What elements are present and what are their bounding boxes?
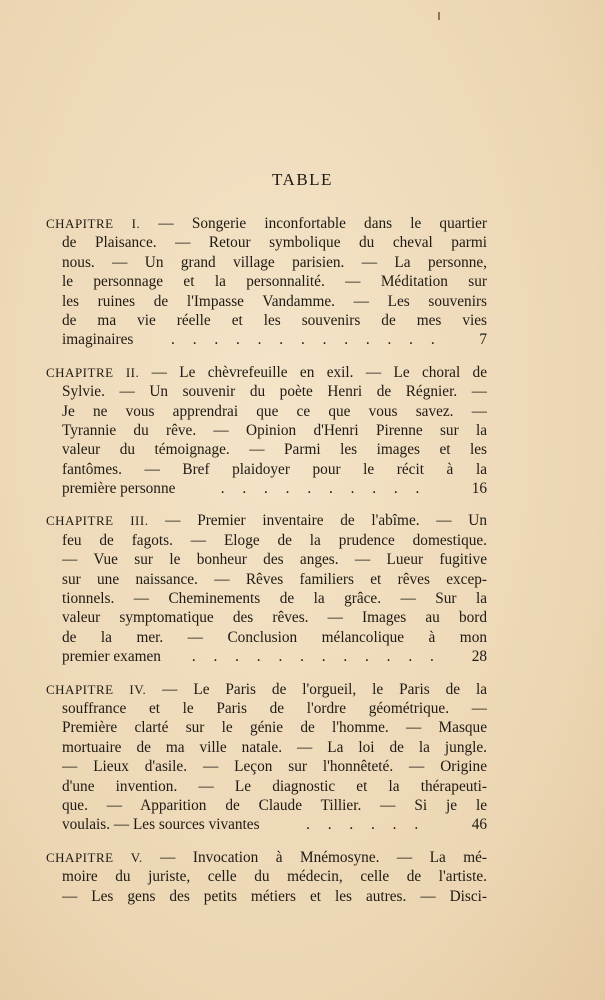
toc-line: de la mer. — Conclusion mélancolique à mon (62, 628, 487, 646)
chapter-label: CHAPITRE II. (46, 364, 140, 380)
toc-line: tionnels. — Cheminements de la grâce. — Sur la (62, 590, 487, 608)
toc-entry-chapter-1 (46, 214, 487, 350)
toc-line (62, 815, 487, 834)
toc-text: — Premier inventaire de l'abîme. — Un (165, 512, 487, 530)
dot-leader: . . . . . . . . . . (220, 480, 427, 498)
chapter-label: CHAPITRE III. (46, 513, 149, 529)
toc-entry-chapter-2 (46, 363, 487, 499)
toc-line: moire du juriste, celle du médecin, celle de l'artiste. (62, 868, 487, 886)
toc-line (46, 511, 487, 530)
toc-entry-chapter-3 (46, 511, 487, 666)
toc-line (62, 647, 487, 666)
toc-line: de ma vie réelle et les souvenirs de mes vies (62, 311, 487, 329)
toc-line: de Plaisance. — Retour symbolique du cheval parmi (62, 234, 487, 252)
toc-text: première personne (62, 480, 176, 498)
toc-text: premier examen (62, 648, 161, 666)
toc-line: le personnage et la personnalité. — Méditation sur (62, 273, 487, 291)
toc-entry-chapter-5 (46, 848, 487, 906)
toc-text: — Le Paris de l'orgueil, le Paris de la (162, 680, 487, 698)
page-number: 28 (471, 648, 487, 666)
dot-leader: . . . . . . . . . . . . . (171, 331, 442, 349)
toc-line: nous. — Un grand village parisien. — La personne, (62, 253, 487, 271)
toc-line: les ruines de l'Impasse Vandamme. — Les souvenirs (62, 292, 487, 310)
toc-line (46, 214, 487, 233)
toc-line: — Lieux d'asile. — Leçon sur l'honnêteté. — Origine (62, 758, 487, 776)
toc-line: Première clarté sur le génie de l'homme. — Masque (62, 719, 487, 737)
toc-line (62, 479, 487, 498)
toc-line: souffrance et le Paris de l'ordre géométrique. — (62, 699, 487, 717)
toc-entry-chapter-4 (46, 680, 487, 835)
toc-line: Sylvie. — Un souvenir du poète Henri de Régnier. — (62, 383, 487, 401)
page-number: 16 (471, 480, 487, 498)
toc-line (46, 363, 487, 382)
toc-line: Je ne vous apprendrai que ce que vous savez. — (62, 402, 487, 420)
toc-text: — Songerie inconfortable dans le quartier (158, 215, 487, 232)
dot-leader: . . . . . . . . . . . . (191, 648, 441, 666)
toc-line: — Vue sur le bonheur des anges. — Lueur fugitive (62, 551, 487, 569)
page-title: TABLE (272, 170, 333, 189)
toc-text: — Invocation à Mnémosyne. — La mé- (160, 848, 487, 866)
chapter-label: CHAPITRE IV. (46, 681, 147, 697)
toc-line (46, 848, 487, 867)
toc-line: que. — Apparition de Claude Tillier. — Si je le (62, 796, 487, 814)
toc-line: d'une invention. — Le diagnostic et la thérapeuti- (62, 777, 487, 795)
toc-line (62, 330, 487, 349)
page-number: 46 (471, 816, 487, 834)
toc-line: Tyrannie du rêve. — Opinion d'Henri Pirenne sur la (62, 421, 487, 439)
toc-line (46, 680, 487, 699)
page-mark (438, 12, 440, 20)
toc-line: valeur du témoignage. — Parmi les images et les (62, 441, 487, 459)
toc-line: mortuaire de ma ville natale. — La loi de la jungle. (62, 738, 487, 756)
toc-text: imaginaires (62, 331, 134, 349)
toc-line: — Les gens des petits métiers et les autres. — Disci- (62, 887, 487, 905)
toc-line: sur une naissance. — Rêves familiers et rêves excep- (62, 570, 487, 588)
page-number: 7 (479, 331, 487, 349)
toc-text: voulais. — Les sources vivantes (62, 816, 260, 834)
dot-leader: . . . . . . (306, 816, 426, 834)
toc-line: fantômes. — Bref plaidoyer pour le récit à la (62, 460, 487, 478)
toc-line: feu de fagots. — Eloge de la prudence domestique. (62, 531, 487, 549)
table-of-contents (46, 214, 487, 919)
toc-text: — Le chèvrefeuille en exil. — Le choral de (151, 363, 487, 381)
toc-line: valeur symptomatique des rêves. — Images au bord (62, 609, 487, 627)
chapter-label: CHAPITRE V. (46, 849, 143, 865)
chapter-label: CHAPITRE I. (46, 216, 141, 231)
